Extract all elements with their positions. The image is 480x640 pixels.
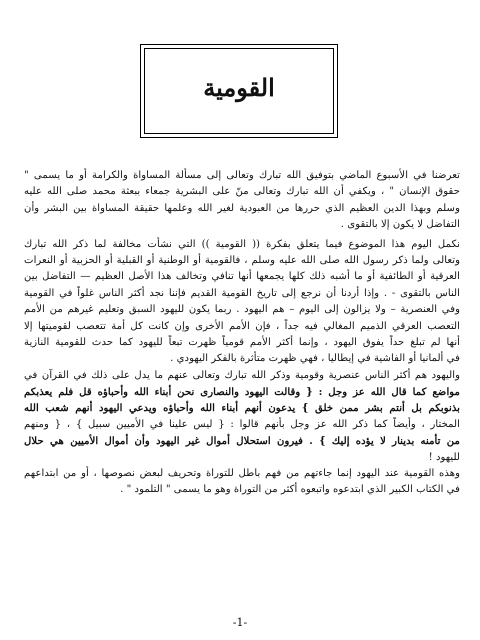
title-frame	[140, 44, 338, 138]
text-line: تعرضنا في الأسبوع الماضي بتوفيق الله تبارك وتعالى إلى مسألة المساواة والكرامة أو ما يسمى "	[24, 170, 460, 181]
text-line: في ألمانيا أو الفاشية في إيطاليا ، فهي ظهرت متأثرة بالفكر اليهودي .	[170, 353, 460, 365]
text-line: أنها لم تبلغ حداً يفوق اليهود ، وإنما أكثر الأمم قومياً ظهرت تبعاً لليهود كما حدث للقومية النازية	[24, 336, 460, 348]
text-line-quran-verse: بذنوبكم بل أنتم بشر ممن خلق } يدعون أنهم أبناء الله وأحباؤه ويدعي اليهود أنهم شعب الله	[24, 402, 460, 415]
text-line: لليهود !	[428, 451, 460, 463]
paragraph-1	[24, 168, 460, 234]
text-line: واليهود هم أكثر الناس عنصرية وقومية وذكر الله تبارك وتعالى عنهم ما يدل على ذلك في القرآن في	[24, 369, 460, 381]
paragraph-3	[24, 368, 460, 466]
page-title: القومية	[203, 73, 275, 102]
text-line: في الكتاب الكبير الذي ابتدعوه واتبعوه أكثر من التوراة وهو ما يسمى " التلمود " .	[120, 484, 460, 496]
text-line: العرقية أو الطائفية أو ما أشبه ذلك كلها يجمعها أنها تنافي وتخالف هذا الأصل العظيم — التفاضل بين	[24, 271, 460, 283]
text-line-quran-verse: مواضع كما قال الله عز وجل : { وقالت اليهود والنصارى نحن أبناء الله وأحباؤه قل فلم يعذبكم	[24, 386, 460, 399]
article-body	[24, 168, 460, 614]
text-line-quran-verse: من تأمنه بدينار لا يؤده إليك } . فيرون استحلال أموال غير اليهود وأن أموال الأميين هي حلال	[24, 435, 460, 448]
text-line: المختار ، وأيضاً كما ذكر الله عز وجل بأنهم قالوا : { ليس علينا في الأميين سبيل } ، { ومنهم	[24, 418, 460, 430]
text-line: التعصب العرقي الذميم المغالي فيه جداً ، فإن الأمم الأخرى وإن كانت كل أمة تتعصب لقوميتها إلا	[24, 320, 460, 332]
text-line: وفي العنصرية – ولا يزالون إلى اليوم – هم اليهود . ربما يكون لليهود السبق وتعليم غيرهم من الأمم	[24, 304, 460, 316]
text-line: وسلم وبهذا الدين العظيم الذي حررها من العبودية لغير الله وعلمها حقيقة المساواة بين البشر وأن	[24, 202, 460, 214]
text-line: وتعالى ولما ذكر رسول الله صلى الله عليه وسلم ، فالقومية أو الوطنية أو القبلية أو الحزبية أو النعرات	[24, 254, 460, 266]
text-line: وهذه القومية عند اليهود إنما جاءتهم من فهم باطل للتوراة وتحريف لبعض نصوصها ، أو من ابتداعهم	[24, 468, 460, 480]
text-line: الناس بالتقوى - . وإذا أردنا أن نرجع إلى تاريخ القومية القديم فإننا نجد أكثر الناس غلواً في القومية	[24, 287, 460, 299]
paragraph-2	[24, 237, 460, 368]
text-line: حقوق الإنسان " ، ويكفي أن الله تبارك وتعالى منّ على البشرية جمعاء ببعثة محمد صلى الله عليه	[24, 186, 460, 198]
page-number: -1-	[232, 616, 248, 629]
text-line: نكمل اليوم هذا الموضوع فيما يتعلق بفكرة (( القومية )) التي نشأت مخالفة لما ذكر الله تبارك	[24, 238, 460, 250]
text-line: التفاضل لا يكون إلا بالتقوى .	[340, 219, 460, 231]
paragraph-4	[24, 466, 460, 499]
